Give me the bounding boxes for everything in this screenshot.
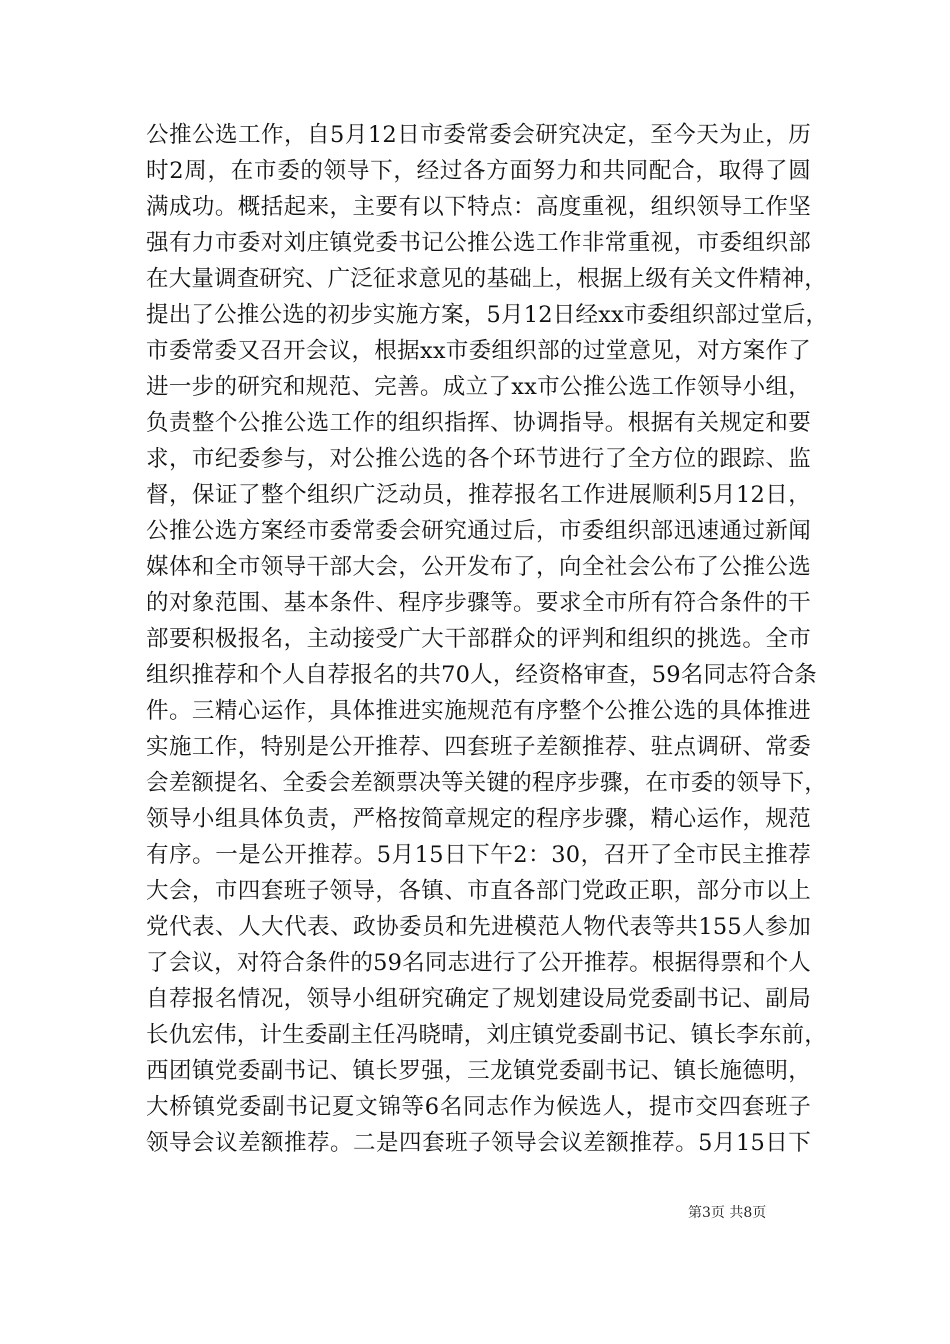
text-line: 负责整个公推公选工作的组织指挥、协调指导。根据有关规定和要	[146, 410, 811, 436]
text-line: 实施工作，特别是公开推荐、四套班子差额推荐、驻点调研、常委	[146, 734, 811, 760]
text-line: 领导小组具体负责，严格按简章规定的程序步骤，精心运作，规范	[146, 806, 811, 832]
text-line: 党代表、人大代表、政协委员和先进模范人物代表等共155人参加	[146, 914, 811, 940]
text-line: 长仇宏伟，计生委副主任冯晓晴，刘庄镇党委副书记、镇长李东前，	[146, 1022, 828, 1048]
text-line: 部要积极报名，主动接受广大干部群众的评判和组织的挑选。全市	[146, 626, 811, 652]
page-number-footer: 第3页 共8页	[688, 1205, 767, 1221]
text-line: 领导会议差额推荐。二是四套班子领导会议差额推荐。5月15日下	[146, 1130, 811, 1156]
text-line: 自荐报名情况，领导小组研究确定了规划建设局党委副书记、副局	[146, 986, 811, 1012]
text-line: 件。三精心运作，具体推进实施规范有序整个公推公选的具体推进	[146, 698, 811, 724]
text-line: 公推公选工作，自5月12日市委常委会研究决定，至今天为止，历	[146, 122, 811, 148]
text-line: 公推公选方案经市委常委会研究通过后，市委组织部迅速通过新闻	[146, 518, 811, 544]
text-line: 强有力市委对刘庄镇党委书记公推公选工作非常重视，市委组织部	[146, 230, 811, 256]
text-line: 组织推荐和个人自荐报名的共70人，经资格审查，59名同志符合条	[146, 662, 817, 688]
text-line: 求，市纪委参与，对公推公选的各个环节进行了全方位的跟踪、监	[146, 446, 811, 472]
text-line: 提出了公推公选的初步实施方案，5月12日经xx市委组织部过堂后，	[146, 302, 829, 328]
text-line: 时2周，在市委的领导下，经过各方面努力和共同配合，取得了圆	[146, 158, 811, 184]
text-line: 媒体和全市领导干部大会，公开发布了，向全社会公布了公推公选	[146, 554, 811, 580]
text-line: 市委常委又召开会议，根据xx市委组织部的过堂意见，对方案作了	[146, 338, 811, 364]
text-line: 大会，市四套班子领导，各镇、市直各部门党政正职，部分市以上	[146, 878, 811, 904]
text-line: 会差额提名、全委会差额票决等关键的程序步骤，在市委的领导下，	[146, 770, 828, 796]
document-body	[146, 117, 829, 1161]
text-line: 在大量调查研究、广泛征求意见的基础上，根据上级有关文件精神，	[146, 266, 828, 292]
text-line: 了会议，对符合条件的59名同志进行了公开推荐。根据得票和个人	[146, 950, 811, 976]
text-line: 大桥镇党委副书记夏文锦等6名同志作为候选人，提市交四套班子	[146, 1094, 811, 1120]
text-line: 进一步的研究和规范、完善。成立了xx市公推公选工作领导小组，	[146, 374, 811, 400]
text-line: 有序。一是公开推荐。5月15日下午2：30，召开了全市民主推荐	[146, 842, 811, 868]
text-line: 督，保证了整个组织广泛动员，推荐报名工作进展顺利5月12日，	[146, 482, 811, 508]
text-line: 的对象范围、基本条件、程序步骤等。要求全市所有符合条件的干	[146, 590, 811, 616]
text-line: 西团镇党委副书记、镇长罗强，三龙镇党委副书记、镇长施德明，	[146, 1058, 811, 1084]
text-line: 满成功。概括起来，主要有以下特点：高度重视，组织领导工作坚	[146, 194, 811, 220]
